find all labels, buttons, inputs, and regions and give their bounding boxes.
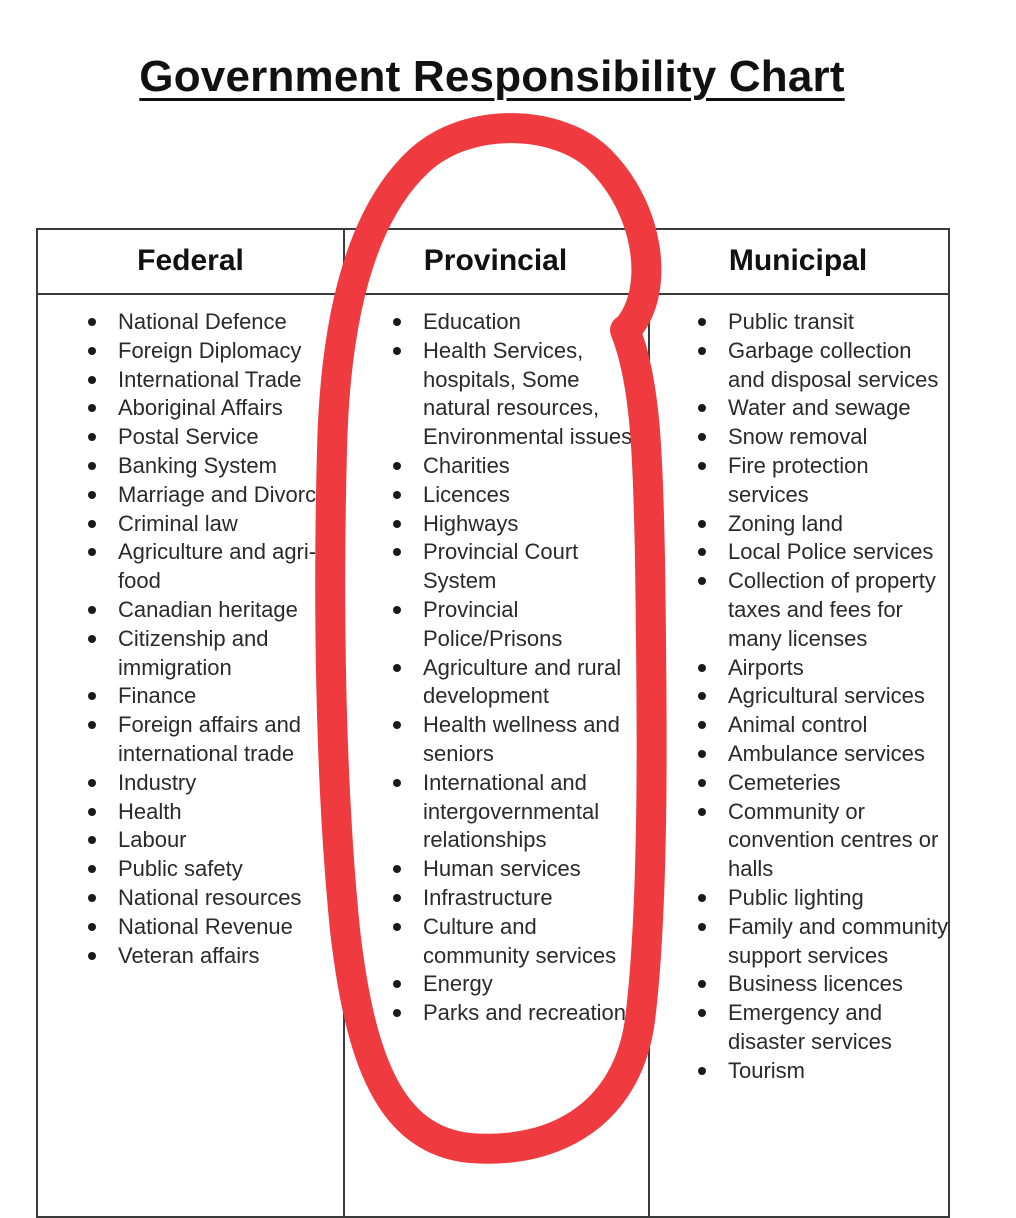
list-item: Aboriginal Affairs <box>118 394 340 423</box>
list-item: Public lighting <box>728 884 950 913</box>
list-item: Animal control <box>728 711 950 740</box>
list-item: Garbage collection and disposal services <box>728 337 950 395</box>
list-item: National Defence <box>118 308 340 337</box>
list-item: Agriculture and rural development <box>423 654 645 712</box>
list-item: Provincial Police/Prisons <box>423 596 645 654</box>
list-item: Business licences <box>728 970 950 999</box>
list-item: Human services <box>423 855 645 884</box>
list-item: Finance <box>118 682 340 711</box>
list-item: Industry <box>118 769 340 798</box>
list-item: Provincial Court System <box>423 538 645 596</box>
list-item: Health wellness and seniors <box>423 711 645 769</box>
list-item: Foreign Diplomacy <box>118 337 340 366</box>
federal-heading: Federal <box>137 244 244 277</box>
list-item: Energy <box>423 970 645 999</box>
list-item: Highways <box>423 510 645 539</box>
list-item: Canadian heritage <box>118 596 340 625</box>
list-item: Labour <box>118 826 340 855</box>
list-item: International Trade <box>118 366 340 395</box>
list-item: Water and sewage <box>728 394 950 423</box>
list-item: Agriculture and agri-food <box>118 538 340 596</box>
responsibility-table <box>36 228 950 1218</box>
list-item: Banking System <box>118 452 340 481</box>
list-item: Tourism <box>728 1057 950 1086</box>
provincial-header-cell <box>343 230 648 295</box>
provincial-heading: Provincial <box>423 244 568 277</box>
federal-column <box>38 230 345 1216</box>
list-item: Snow removal <box>728 423 950 452</box>
list-item: Charities <box>423 452 645 481</box>
list-item: Collection of property taxes and fees for many licenses <box>728 567 950 653</box>
chart-title: Government Responsibility Chart <box>139 52 845 101</box>
list-item: Local Police services <box>728 538 950 567</box>
list-item: National Revenue <box>118 913 340 942</box>
municipal-list <box>728 308 950 1086</box>
federal-header-cell <box>38 230 343 295</box>
list-item: Criminal law <box>118 510 340 539</box>
list-item: Education <box>423 308 645 337</box>
list-item: Community or convention centres or halls <box>728 798 950 884</box>
list-item: Postal Service <box>118 423 340 452</box>
list-item: Zoning land <box>728 510 950 539</box>
provincial-column <box>343 230 650 1216</box>
list-item: Parks and recreation <box>423 999 645 1028</box>
provincial-list <box>423 308 645 1028</box>
list-item: Cemeteries <box>728 769 950 798</box>
list-item: Public transit <box>728 308 950 337</box>
list-item: National resources <box>118 884 340 913</box>
list-item: Ambulance services <box>728 740 950 769</box>
municipal-heading: Municipal <box>728 244 868 277</box>
list-item: Family and community support services <box>728 913 950 971</box>
list-item: Foreign affairs and international trade <box>118 711 340 769</box>
list-item: Marriage and Divorce <box>118 481 340 510</box>
list-item: Citizenship and immigration <box>118 625 340 683</box>
municipal-header-cell <box>648 230 948 295</box>
list-item: Fire protection services <box>728 452 950 510</box>
federal-list <box>118 308 340 970</box>
list-item: Licences <box>423 481 645 510</box>
list-item: Public safety <box>118 855 340 884</box>
list-item: Culture and community services <box>423 913 645 971</box>
list-item: Infrastructure <box>423 884 645 913</box>
list-item: Health Services, hospitals, Some natural resources, Environmental issues <box>423 337 645 452</box>
list-item: Agricultural services <box>728 682 950 711</box>
municipal-column <box>648 230 948 1216</box>
list-item: Health <box>118 798 340 827</box>
list-item: Airports <box>728 654 950 683</box>
list-item: Emergency and disaster services <box>728 999 950 1057</box>
list-item: Veteran affairs <box>118 942 340 971</box>
list-item: International and intergovernmental relationships <box>423 769 645 855</box>
